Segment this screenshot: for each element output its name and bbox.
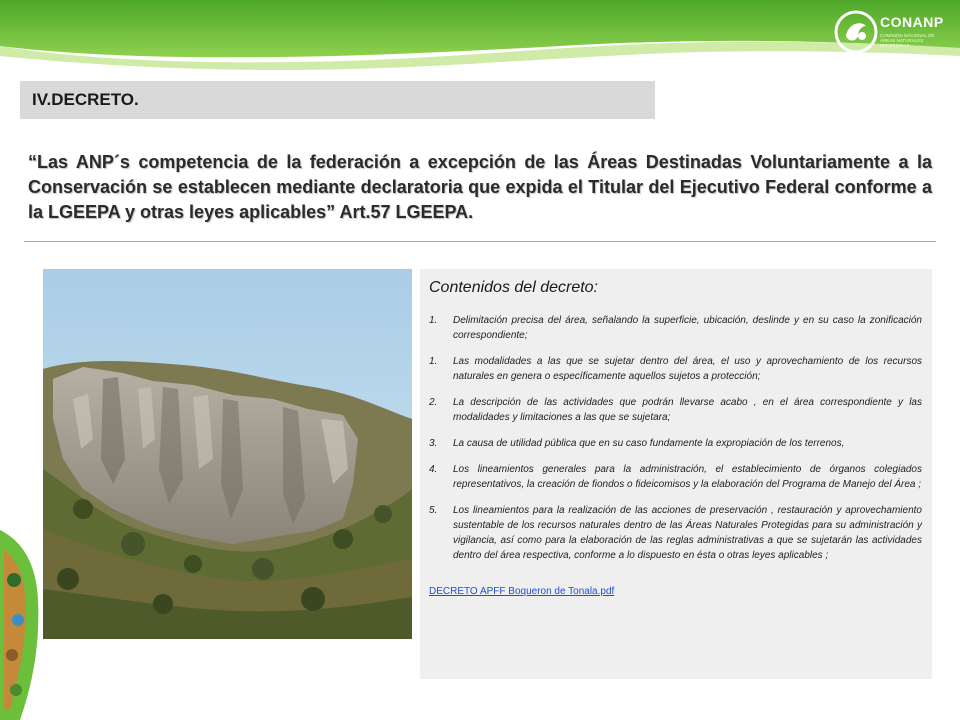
section-title: IV.DECRETO. (20, 81, 655, 119)
item-number: 2. (429, 397, 438, 408)
logo-org-name: CONANP (880, 14, 944, 30)
item-number: 3. (429, 438, 438, 449)
conanp-emblem-icon (834, 10, 878, 54)
item-text: La descripción de las actividades que podrán llevarse acabo , en el área correspondiente y las modalidades y limitaciones a las que se sujetara; (453, 397, 922, 423)
item-text: Las modalidades a las que se sujetar dentro del área, el uso y aprovechamiento de los recursos naturales en genera o específicamente aquellos sujetos a protección; (453, 356, 922, 382)
item-number: 1. (429, 356, 438, 367)
list-item (429, 313, 922, 343)
item-number: 4. (429, 464, 438, 475)
decree-pdf-link[interactable]: DECRETO APFF Boqueron de Tonala.pdf (429, 586, 615, 597)
cliff-photo (43, 269, 412, 639)
list-item (429, 436, 922, 451)
top-banner (0, 0, 960, 80)
item-text: Delimitación precisa del área, señalando la superficie, ubicación, deslinde y en su caso la zonificación correspondiente; (453, 315, 922, 341)
decree-items-list (429, 313, 922, 563)
decree-contents-panel (420, 269, 932, 679)
list-item (429, 462, 922, 492)
list-item (429, 503, 922, 563)
item-number: 5. (429, 505, 438, 516)
item-text: Los lineamientos para la realización de las acciones de preservación , restauración y aprovechamiento sustentable de los recursos naturales dentro de las Áreas Naturales Protegidas para su administración y vigilancia, así como para la elaboración de las reglas administrativas a que se sujetarán las actividades dentro del área respectiva, conforme a lo dispuesto en ésta o otras leyes aplicables ; (453, 505, 922, 561)
panel-title: Contenidos del decreto: (429, 279, 598, 296)
item-number: 1. (429, 315, 438, 326)
item-text: Los lineamientos generales para la administración, el establecimiento de órganos colegiados representativos, la creación de fiondos o fideicomisos y la elaboración del Programa de Manejo del Área ; (453, 464, 922, 490)
list-item (429, 354, 922, 384)
nature-collage-strip (0, 520, 44, 720)
quote-text: “Las ANP´s competencia de la federación a excepción de las Áreas Destinadas Voluntariamente a la Conservación se establecen mediante declaratoria que expida el Titular del Ejecutivo Federal conforme a la LGEEPA y otras leyes aplicables” Art.57 LGEEPA. (28, 152, 932, 222)
item-text: La causa de utilidad pública que en su caso fundamente la expropiación de los terrenos, (453, 438, 845, 449)
divider (24, 241, 936, 242)
list-item (429, 395, 922, 425)
conanp-logo (830, 6, 955, 66)
logo-org-subtitle: COMISIÓN NACIONAL DE ÁREAS NATURALES PROTEGIDAS (880, 33, 935, 48)
